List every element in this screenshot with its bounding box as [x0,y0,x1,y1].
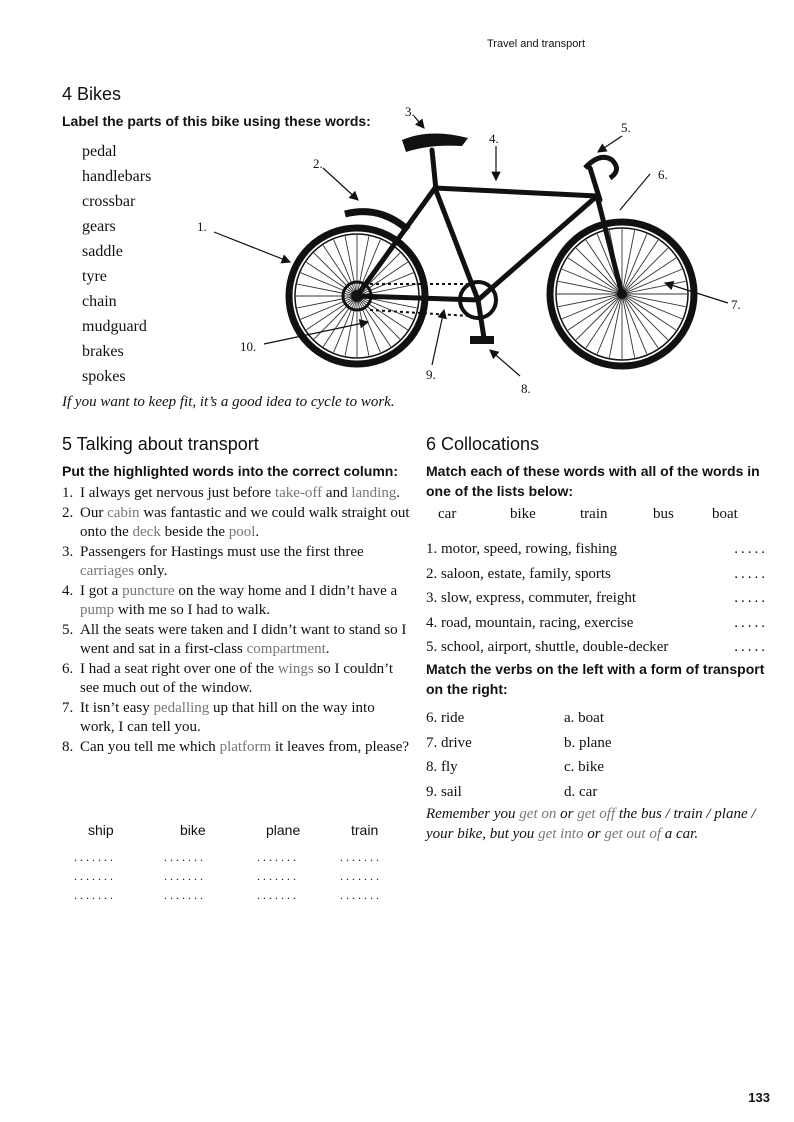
highlighted-word: landing [351,485,397,501]
text-run: was fantastic and we could walk straight out onto the [80,504,410,540]
word-car: car [438,506,457,522]
bike-label-7: 7. [731,297,741,312]
word-crossbar: crossbar [82,193,136,210]
bike-label-6: 6. [658,167,668,182]
bike-label-2: 2. [313,156,323,171]
spoke [576,294,622,340]
text-run: on the way home and I didn’t have a [174,582,398,599]
highlighted-word: get off [577,806,616,822]
answer-blank[interactable]: ..... [734,590,768,606]
text-run: or [556,806,578,822]
highlighted-word: get on [519,806,557,822]
bike-label-9: 9. [426,367,436,382]
highlighted-word: pump [80,602,115,618]
spoke [622,294,668,340]
word-pedal: pedal [82,143,117,160]
collocation-text: 2. saloon, estate, family, sports [426,565,611,582]
spoke [622,248,668,294]
sentence-item [62,699,412,738]
bike-label-1: 1. [197,219,207,234]
word-chain: chain [82,293,117,310]
highlighted-word: get into [538,826,584,842]
ex5-instruction: Put the highlighted words into the correct column: [62,463,398,479]
highlighted-word: wings [277,660,314,677]
sentence-item [62,504,412,543]
collocation-row [426,562,768,587]
column-head-train: train [351,822,379,838]
verb-ride: 6. ride [426,710,465,726]
sentence-item [62,484,412,504]
spoke [314,253,357,296]
ex4-instruction: Label the parts of this bike using these words: [62,113,371,129]
transport-boat: a. boat [564,710,604,726]
highlighted-word: cabin [107,504,140,521]
sentence-item [62,582,412,621]
text-run: All the seats were taken and I didn’t want to stand so I went and sat in a first-class [80,621,407,657]
word-train: train [580,506,608,522]
text-run: Our [80,504,108,521]
word-handlebars: handlebars [82,168,152,185]
transport-bike: c. bike [564,759,604,775]
ex6-instruction-1: Match each of these words with all of the words in one of the lists below: [426,463,760,499]
collocation-row [426,586,768,611]
running-head: Travel and transport [487,38,586,50]
spoke [357,296,400,339]
answer-blank[interactable]: ..... [734,565,768,582]
item-number: 4. [62,582,74,599]
verb-fly: 8. fly [426,759,458,775]
highlighted-word: get out of [604,826,661,842]
item-number: 8. [62,738,74,755]
text-run: I always get nervous just before [80,485,275,501]
verb-drive: 7. drive [426,734,472,751]
sentence-item [62,738,412,758]
word-spokes: spokes [82,368,126,385]
highlighted-word: pedalling [153,699,210,716]
word-saddle: saddle [82,243,123,260]
text-run: only. [134,563,168,579]
text-run: It isn’t easy [80,699,154,716]
ex6-title: 6 Collocations [426,434,540,454]
column-head-ship: ship [88,822,114,838]
word-gears: gears [82,218,116,235]
answer-blank[interactable]: ..... [734,541,768,557]
text-run: I got a [80,582,123,599]
highlighted-word: deck [132,524,161,540]
column-head-bike: bike [180,822,206,838]
answer-blank[interactable]: ....... [74,850,116,864]
highlighted-word: take-off [274,485,323,501]
sentence-item [62,621,412,660]
answer-blank[interactable]: ....... [257,888,299,902]
collocation-row [426,611,768,636]
transport-list [564,706,611,804]
item-number: 1. [62,485,74,501]
item-number: 6. [62,660,74,677]
collocation-row [426,537,768,562]
bike-label-4: 4. [489,131,499,146]
ex6-tip [426,804,776,844]
highlighted-word: pool [228,524,256,540]
word-tyre: tyre [82,268,107,285]
collocation-text: 3. slow, express, commuter, freight [426,590,637,606]
answer-blank[interactable]: ....... [257,850,299,864]
word-mudguard: mudguard [82,318,147,335]
text-run: and [322,485,352,501]
text-run: with me so I had to walk. [114,602,270,618]
highlighted-word: compartment [246,641,326,657]
sentence-item [62,660,412,699]
answer-blank[interactable]: ....... [164,850,206,864]
text-run: Remember you [426,806,520,822]
text-run: . [396,485,401,501]
text-run: up that hill on the way into work, I can tell you. [80,699,375,735]
ex4-tip: If you want to keep fit, it’s a good idea to cycle to work. [62,394,395,410]
collocation-lists [426,537,768,660]
verb-sail: 9. sail [426,783,462,800]
saddle-shape [402,133,468,152]
text-run: it leaves from, please? [271,738,410,755]
answer-blank[interactable]: ....... [74,888,116,902]
text-run: . [325,641,330,657]
sentence-item [62,543,412,582]
answer-blank[interactable]: ....... [340,869,382,883]
text-run: so I couldn’t see much out of the window. [80,660,393,696]
answer-blank[interactable]: ....... [257,869,299,883]
text-run: beside the [160,524,229,540]
answer-blank[interactable]: ..... [734,614,768,631]
ex5-title: 5 Talking about transport [62,434,259,454]
word-bus: bus [653,506,674,522]
collocation-text: 1. motor, speed, rowing, fishing [426,541,618,557]
text-run: the bus / train / plane / your bike, but you [426,806,756,842]
answer-blank[interactable]: ....... [340,888,382,902]
ex6-instruction-2: Match the verbs on the left with a form of transport on the right: [426,661,765,697]
bike-label-5: 5. [621,120,631,135]
bike-label-3: 3. [405,104,415,119]
ex5-sentence-list [62,484,412,757]
highlighted-word: platform [219,738,272,755]
page-number: 133 [748,1090,770,1105]
collocation-text: 4. road, mountain, racing, exercise [426,614,634,631]
answer-blank[interactable]: ..... [734,639,768,655]
answer-blank[interactable]: ....... [164,888,206,902]
answer-blank[interactable]: ....... [164,869,206,883]
item-number: 5. [62,621,74,638]
item-number: 3. [62,543,74,560]
highlighted-word: carriages [80,563,135,579]
text-run: . [255,524,260,540]
collocation-text: 5. school, airport, shuttle, double-decker [426,639,669,655]
text-run: Passengers for Hastings must use the first three [80,543,364,560]
transport-plane: b. plane [564,734,612,751]
ex4-title: 4 Bikes [62,84,122,104]
bike-label-8: 8. [521,381,531,396]
bike-illustration [0,0,794,420]
answer-blank[interactable]: ....... [74,869,116,883]
highlighted-word: puncture [122,582,175,599]
item-number: 2. [62,504,74,521]
answer-blank[interactable]: ....... [340,850,382,864]
word-bike-choice: bike [510,506,536,522]
verb-list [426,706,472,804]
text-run: Can you tell me which [80,738,220,755]
text-run: I had a seat right over one of the [80,660,278,677]
text-run: or [583,826,605,842]
column-head-plane: plane [266,822,301,838]
collocation-row [426,635,768,660]
transport-car: d. car [564,783,598,800]
text-run: a car. [661,826,699,842]
bike-label-10: 10. [240,339,257,354]
word-boat: boat [712,506,738,522]
word-brakes: brakes [82,343,124,360]
item-number: 7. [62,699,74,716]
